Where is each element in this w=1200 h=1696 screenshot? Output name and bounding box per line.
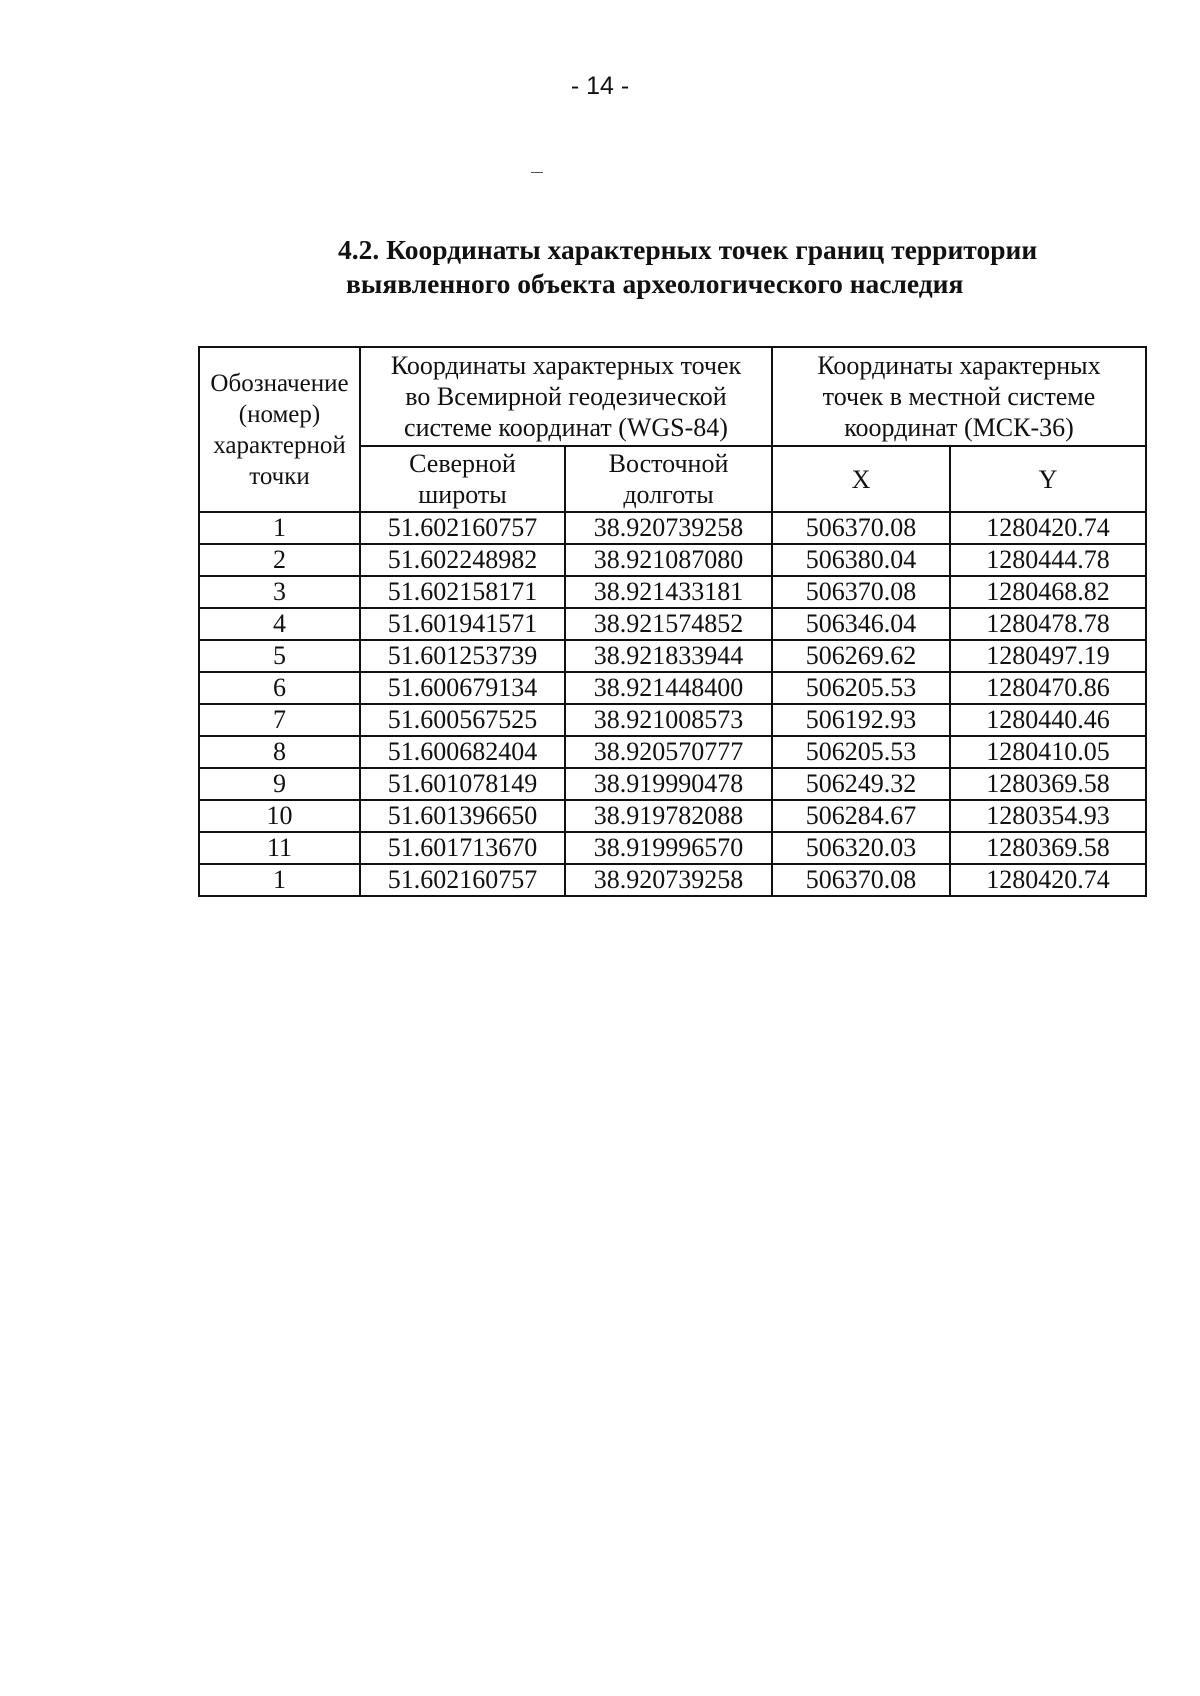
cell-x: 506269.62 — [772, 640, 950, 672]
coordinates-table — [198, 346, 1147, 897]
header-x: X — [772, 446, 950, 512]
header-wgs84-group — [360, 347, 772, 446]
cell-latitude: 51.602248982 — [360, 544, 565, 576]
cell-x: 506205.53 — [772, 672, 950, 704]
header-latitude-line: Северной — [409, 449, 516, 478]
header-longitude — [565, 446, 772, 512]
table-row — [199, 672, 1146, 704]
cell-longitude: 38.920570777 — [565, 736, 772, 768]
cell-longitude: 38.921574852 — [565, 608, 772, 640]
cell-y: 1280497.19 — [950, 640, 1146, 672]
cell-y: 1280468.82 — [950, 576, 1146, 608]
table-row — [199, 704, 1146, 736]
cell-longitude: 38.920739258 — [565, 512, 772, 544]
header-longitude-line: долготы — [623, 480, 714, 509]
cell-x: 506370.08 — [772, 512, 950, 544]
section-title-line-2: выявленного объекта археологического наследия — [346, 268, 964, 299]
cell-y: 1280369.58 — [950, 832, 1146, 864]
cell-point-number: 5 — [199, 640, 360, 672]
header-designation-line: точки — [249, 462, 310, 490]
cell-longitude: 38.921008573 — [565, 704, 772, 736]
cell-latitude: 51.602160757 — [360, 864, 565, 896]
cell-longitude: 38.919990478 — [565, 768, 772, 800]
cell-x: 506192.93 — [772, 704, 950, 736]
cell-point-number: 10 — [199, 800, 360, 832]
table-body — [199, 512, 1146, 896]
cell-latitude: 51.601713670 — [360, 832, 565, 864]
header-wgs84-line: во Всемирной геодезической — [405, 382, 727, 411]
header-latitude — [360, 446, 565, 512]
cell-point-number: 1 — [199, 864, 360, 896]
table-row — [199, 576, 1146, 608]
page-number: - 14 - — [570, 72, 630, 100]
table-row — [199, 544, 1146, 576]
cell-latitude: 51.601078149 — [360, 768, 565, 800]
table-row — [199, 736, 1146, 768]
scan-artifact-dash — [531, 172, 543, 173]
cell-longitude: 38.919782088 — [565, 800, 772, 832]
cell-y: 1280470.86 — [950, 672, 1146, 704]
cell-point-number: 11 — [199, 832, 360, 864]
cell-x: 506249.32 — [772, 768, 950, 800]
table-row — [199, 640, 1146, 672]
cell-y: 1280444.78 — [950, 544, 1146, 576]
table-row — [199, 608, 1146, 640]
cell-longitude: 38.921833944 — [565, 640, 772, 672]
cell-latitude: 51.600567525 — [360, 704, 565, 736]
cell-latitude: 51.601941571 — [360, 608, 565, 640]
header-point-designation — [199, 347, 360, 512]
cell-x: 506370.08 — [772, 864, 950, 896]
header-msk36-group — [772, 347, 1146, 446]
header-designation-line: (номер) — [238, 400, 321, 428]
table-row — [199, 768, 1146, 800]
cell-point-number: 6 — [199, 672, 360, 704]
header-designation-line: характерной — [213, 431, 346, 459]
cell-longitude: 38.920739258 — [565, 864, 772, 896]
header-msk36-line: Координаты характерных — [817, 351, 1101, 380]
section-title-line-1: 4.2. Координаты характерных точек границ территории — [338, 234, 1038, 265]
cell-y: 1280478.78 — [950, 608, 1146, 640]
cell-point-number: 3 — [199, 576, 360, 608]
table-row — [199, 864, 1146, 896]
cell-x: 506205.53 — [772, 736, 950, 768]
cell-point-number: 9 — [199, 768, 360, 800]
cell-point-number: 8 — [199, 736, 360, 768]
cell-x: 506346.04 — [772, 608, 950, 640]
cell-y: 1280420.74 — [950, 512, 1146, 544]
table-header — [199, 347, 1146, 512]
cell-longitude: 38.921433181 — [565, 576, 772, 608]
cell-latitude: 51.601253739 — [360, 640, 565, 672]
cell-x: 506370.08 — [772, 576, 950, 608]
header-y: Y — [950, 446, 1146, 512]
cell-y: 1280420.74 — [950, 864, 1146, 896]
cell-y: 1280440.46 — [950, 704, 1146, 736]
cell-latitude: 51.602158171 — [360, 576, 565, 608]
table-row — [199, 800, 1146, 832]
cell-x: 506284.67 — [772, 800, 950, 832]
cell-longitude: 38.919996570 — [565, 832, 772, 864]
cell-x: 506320.03 — [772, 832, 950, 864]
header-designation-line: Обозначение — [210, 369, 349, 397]
section-title — [338, 233, 1138, 301]
header-msk36-line: координат (МСК-36) — [844, 413, 1074, 442]
cell-y: 1280354.93 — [950, 800, 1146, 832]
cell-longitude: 38.921087080 — [565, 544, 772, 576]
cell-point-number: 1 — [199, 512, 360, 544]
cell-point-number: 7 — [199, 704, 360, 736]
header-msk36-line: точек в местной системе — [822, 382, 1096, 411]
table-row — [199, 832, 1146, 864]
header-latitude-line: широты — [418, 480, 507, 509]
header-longitude-line: Восточной — [608, 449, 729, 478]
cell-latitude: 51.600679134 — [360, 672, 565, 704]
table-row — [199, 512, 1146, 544]
cell-latitude: 51.602160757 — [360, 512, 565, 544]
cell-latitude: 51.600682404 — [360, 736, 565, 768]
cell-longitude: 38.921448400 — [565, 672, 772, 704]
cell-latitude: 51.601396650 — [360, 800, 565, 832]
cell-y: 1280369.58 — [950, 768, 1146, 800]
cell-point-number: 2 — [199, 544, 360, 576]
cell-y: 1280410.05 — [950, 736, 1146, 768]
cell-point-number: 4 — [199, 608, 360, 640]
header-wgs84-line: системе координат (WGS-84) — [404, 413, 728, 442]
header-wgs84-line: Координаты характерных точек — [390, 351, 742, 380]
cell-x: 506380.04 — [772, 544, 950, 576]
